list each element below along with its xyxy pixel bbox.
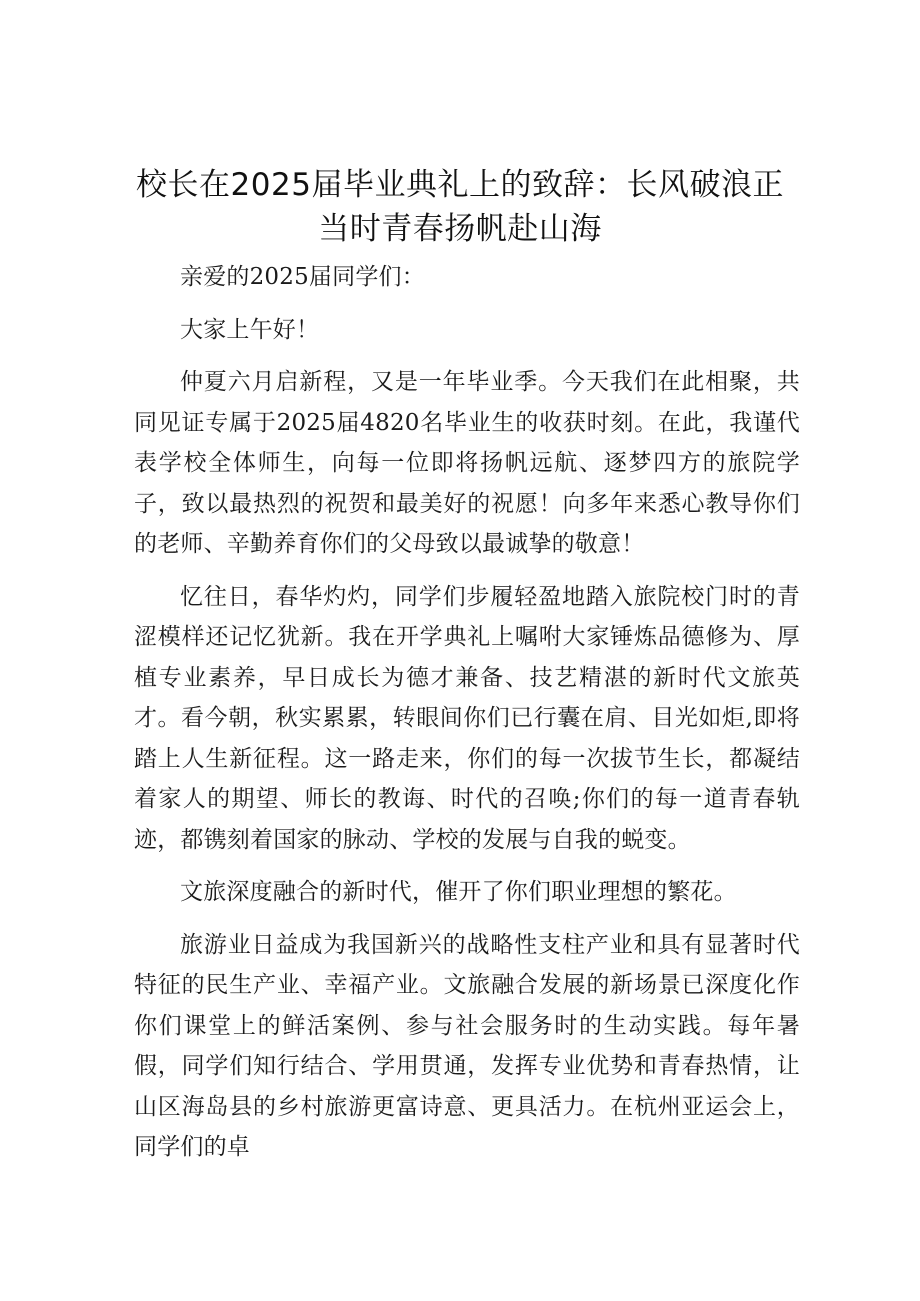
- document-title: 校长在2025届毕业典礼上的致辞：长风破浪正当时青春扬帆赴山海: [136, 167, 784, 247]
- salutation-paragraph: 亲爱的2025届同学们：: [180, 264, 425, 290]
- greeting-paragraph: 大家上午好！: [180, 316, 320, 343]
- body-paragraph: 旅游业日益成为我国新兴的战略性支柱产业和具有显著时代特征的民生产业、幸福产业。文旅融合发展的新场景已深度化作你们课堂上的鲜活案例、参与社会服务时的生动实践。每年暑假，同学们知行结合、学用贯通，发挥专业优势和青春热情，让山区海岛县的乡村旅游更富诗意、更具活力。在杭州亚运会上，同学们的卓: [134, 931, 800, 1160]
- body-paragraph: 文旅深度融合的新时代，催开了你们职业理想的繁花。: [180, 879, 737, 905]
- body-paragraph: 仲夏六月启新程，又是一年毕业季。今天我们在此相聚，共同见证专属于2025届4820名毕业生的收获时刻。在此，我谨代表学校全体师生，向每一位即将扬帆远航、逐梦四方的旅院学子，致以最热烈的祝贺和最美好的祝愿！向多年来悉心教导你们的老师、辛勤养育你们的父母致以最诚挚的敬意！: [134, 369, 800, 557]
- document-body: [134, 257, 800, 1180]
- body-paragraph: 忆往日，春华灼灼，同学们步履轻盈地踏入旅院校门时的青涩模样还记忆犹新。我在开学典礼上嘱咐大家锤炼品德修为、厚植专业素养，早日成长为德才兼备、技艺精湛的新时代文旅英才。看今朝，秋实累累，转眼间你们已行囊在肩、目光如炬,即将踏上人生新征程。这一路走来，你们的每一次拔节生长，都凝结着家人的期望、师长的教诲、时代的召唤;你们的每一道青春轨迹，都镌刻着国家的脉动、学校的发展与自我的蜕变。: [134, 583, 800, 853]
